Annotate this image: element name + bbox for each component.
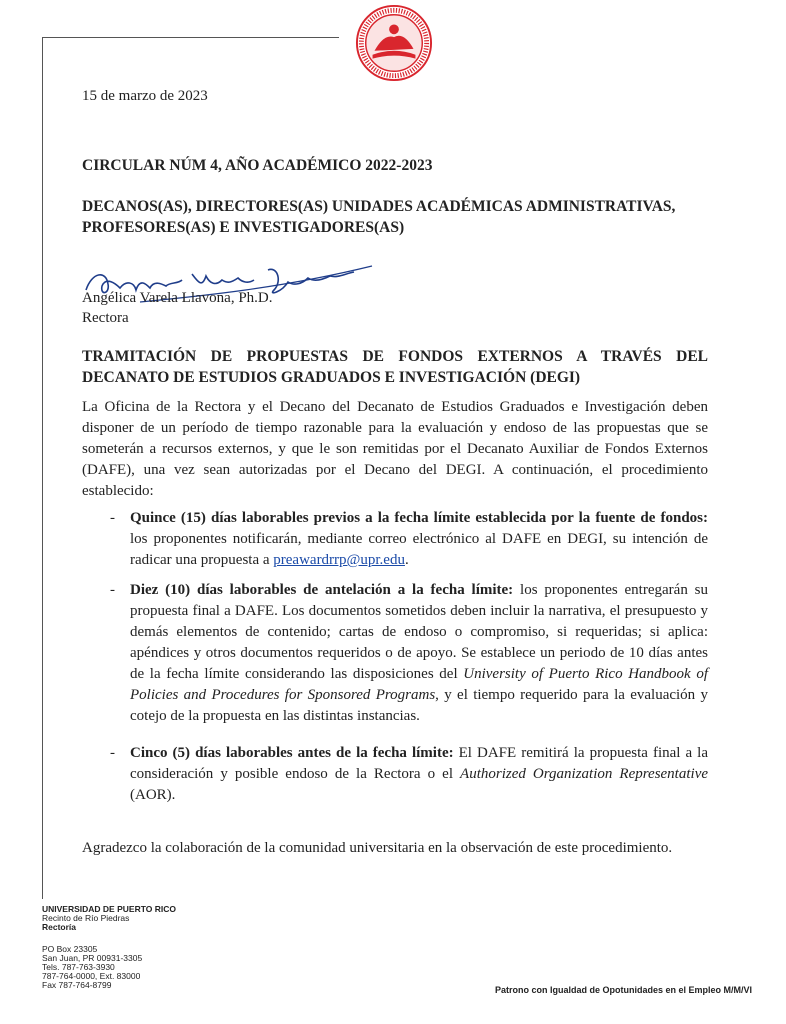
item-heading: Cinco (5) días laborables antes de la fecha límite: (130, 745, 454, 761)
address-line: PO Box 23305 (42, 944, 98, 954)
recipients-line: DECANOS(AS), DIRECTORES(AS) UNIDADES ACADÉMICAS ADMINISTRATIVAS, (82, 198, 676, 215)
recipients (82, 196, 675, 238)
footer-institution (42, 905, 176, 932)
procedure-item (110, 580, 709, 727)
closing-paragraph: Agradezco la colaboración de la comunidad universitaria en la observación de este procedimiento. (82, 840, 673, 856)
item-heading: Diez (10) días laborables de antelación a la fecha límite: (130, 582, 514, 598)
procedure-item (110, 508, 708, 571)
equal-opportunity-statement: Patrono con Igualdad de Opotunidades en el Empleo M/M/VI (494, 985, 752, 995)
university-seal-icon (355, 4, 433, 82)
signer-block (82, 288, 273, 328)
procedure-item (110, 743, 709, 806)
signer-title: Rectora (82, 310, 129, 326)
handbook-title: University of Puerto Rico Handbook of Policies and Procedures for Sponsored Programs (130, 666, 708, 703)
bullet-dash: - (110, 745, 115, 761)
signer-name: Angélica Varela Llavona, Ph.D. (82, 290, 273, 306)
email-link[interactable]: preawardrrp@upr.edu (273, 552, 405, 568)
document-date: 15 de marzo de 2023 (82, 88, 208, 104)
subject (82, 346, 708, 388)
item-text: . (404, 552, 409, 568)
item-text: los proponentes notificarán, mediante correo electrónico al DAFE en DEGI, su intención de radicar una propuesta a (130, 531, 708, 568)
subject-line: TRAMITACIÓN DE PROPUESTAS DE FONDOS EXTERNOS A TRAVÉS DEL (82, 348, 708, 365)
subject-line: DECANATO DE ESTUDIOS GRADUADOS E INVESTIGACIÓN (DEGI) (82, 369, 581, 386)
footer-university: UNIVERSIDAD DE PUERTO RICO (42, 904, 176, 914)
recipients-line: PROFESORES(AS) E INVESTIGADORES(AS) (82, 219, 405, 236)
footer-campus: Recinto de Río Piedras (42, 913, 130, 923)
item-text: , y el tiempo requerido para la evaluación y cotejo de la propuesta en las distintas instancias. (130, 687, 709, 724)
intro-paragraph: La Oficina de la Rectora y el Decano del Decanato de Estudios Graduados e Investigación deben disponer de un período de tiempo razonable para la evaluación y endoso de las propuestas que se someterán a recursos externos, y que le son remitidas por el Decanato Auxiliar de Fondos Externos (DAFE), una vez sean autorizadas por el Decano del DEGI. A continuación, el procedimiento establecido: (82, 399, 708, 499)
margin-rule (42, 37, 43, 899)
address-line: 787-764-0000, Ext. 83000 (42, 971, 141, 981)
item-text: El DAFE remitirá la propuesta final a la consideración y posible endoso de la Rectora o el (130, 745, 708, 782)
circular-title: CIRCULAR NÚM 4, AÑO ACADÉMICO 2022-2023 (82, 157, 433, 174)
bullet-dash: - (110, 582, 115, 598)
item-heading: Quince (15) días laborables previos a la fecha límite establecida por la fuente de fondos: (130, 510, 708, 526)
aor-term: Authorized Organization Representative (460, 766, 709, 782)
footer-address (42, 945, 142, 990)
header-rule (42, 37, 339, 38)
address-line: Fax 787-764-8799 (42, 980, 112, 990)
bullet-dash: - (110, 510, 115, 526)
item-text: los proponentes entregarán su propuesta final a DAFE. Los documentos sometidos deben incluir la narrativa, el presupuesto y demás elementos de contenido; cartas de endoso o compromiso, si requeridas; si aplica: apéndices y otros documentos requeridos o de apoyo. Se establece un periodo de 10 días antes de la fecha límite considerando las disposiciones del (130, 582, 708, 682)
footer-office: Rectoría (42, 922, 77, 932)
address-line: San Juan, PR 00931-3305 (42, 953, 143, 963)
address-line: Tels. 787-763-3930 (42, 962, 115, 972)
item-text: (AOR). (130, 787, 176, 803)
